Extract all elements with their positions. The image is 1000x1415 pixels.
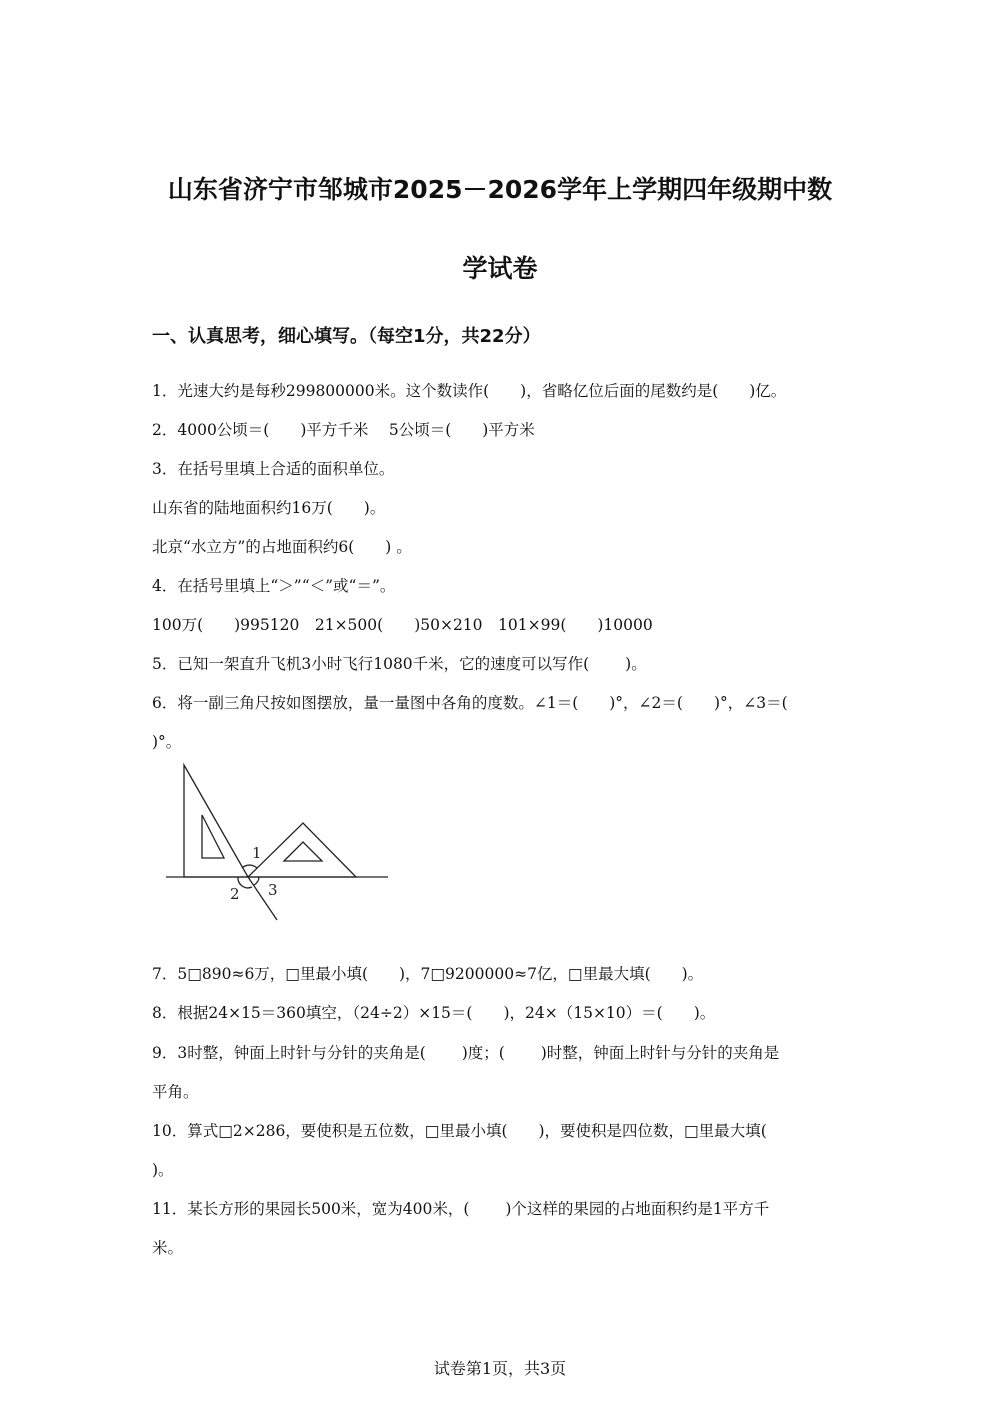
angle-label-2: 2	[230, 885, 240, 903]
question-9-cont: 平角。	[152, 1083, 199, 1101]
angle-label-3: 3	[268, 881, 278, 899]
angle-1-arc	[242, 865, 257, 868]
question-3-item-2: 北京“水立方”的占地面积约6( ) 。	[152, 538, 412, 556]
question-3: 3．在括号里填上合适的面积单位。	[152, 460, 395, 478]
question-6: 6．将一副三角尺按如图摆放，量一量图中各角的度数。∠1＝( )°，∠2＝( )°，∠3＝(	[152, 694, 788, 712]
exam-title-line1: 山东省济宁市邹城市2025－2026学年上学期四年级期中数	[167, 175, 833, 204]
tall-triangle-inner	[202, 815, 224, 858]
page-footer: 试卷第1页，共3页	[433, 1359, 567, 1378]
angle-label-1: 1	[252, 844, 262, 862]
question-10-cont: )。	[152, 1161, 174, 1179]
isosceles-triangle	[248, 823, 356, 877]
question-11-cont: 米。	[152, 1239, 184, 1257]
question-11: 11．某长方形的果园长500米，宽为400米，( )个这样的果园的占地面积约是1平方千	[152, 1200, 770, 1218]
exam-title-line2: 学试卷	[462, 254, 538, 283]
question-3-item-1: 山东省的陆地面积约16万( )。	[152, 499, 386, 517]
question-5: 5．已知一架直升飞机3小时飞行1080千米，它的速度可以写作( )。	[152, 655, 647, 673]
question-2: 2．4000公顷＝( )平方千米 5公顷＝( )平方米	[152, 421, 535, 439]
question-6-cont: )°。	[152, 733, 182, 751]
question-7: 7．5□890≈6万，□里最小填( )，7□9200000≈7亿，□里最大填( )。	[152, 965, 704, 983]
angle-2-arc	[238, 877, 252, 888]
triangle-rulers-figure	[160, 760, 400, 925]
question-1: 1．光速大约是每秒299800000米。这个数读作( )，省略亿位后面的尾数约是( )亿。	[152, 382, 787, 400]
section-heading: 一、认真思考，细心填写。（每空1分，共22分）	[152, 326, 541, 347]
question-4-items: 100万( )995120 21×500( )50×210 101×99( )10000	[152, 616, 653, 634]
question-9: 9．3时整，钟面上时针与分针的夹角是( )度；( )时整，钟面上时针与分针的夹角是	[152, 1044, 780, 1062]
question-8: 8．根据24×15＝360填空，（24÷2）×15＝( )，24×（15×10）＝( )。	[152, 1004, 716, 1022]
question-10: 10．算式□2×286，要使积是五位数，□里最小填( )，要使积是四位数，□里最大填(	[152, 1122, 767, 1140]
isosceles-triangle-inner	[284, 842, 322, 861]
angle-3-arc	[254, 877, 259, 885]
tall-triangle	[184, 765, 248, 877]
question-4: 4．在括号里填上“＞”“＜”或“＝”。	[152, 577, 396, 595]
